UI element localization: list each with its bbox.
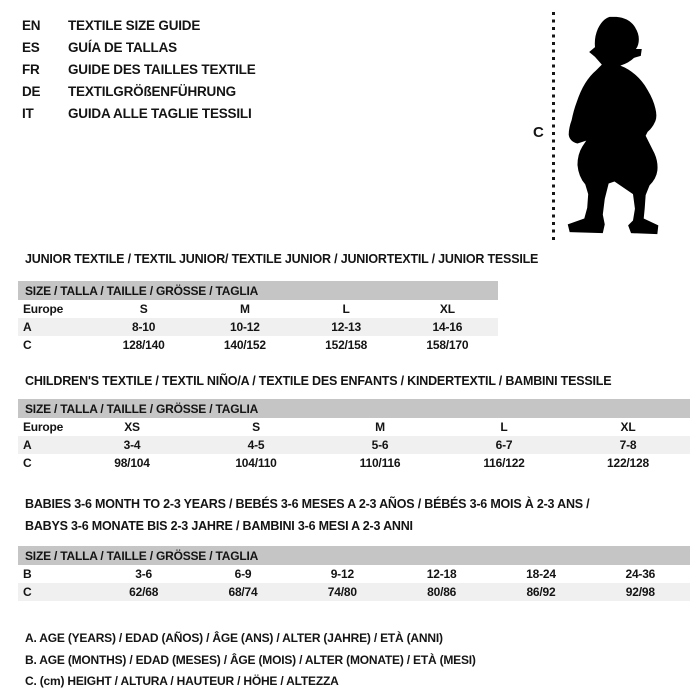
babies-title-line1: BABIES 3-6 MONTH TO 2-3 YEARS / BEBÉS 3-6 MESES A 2-3 AÑOS / BÉBÉS 3-6 MOIS À 2-3 ANS / xyxy=(25,497,590,511)
table-row xyxy=(18,565,690,583)
age-cell: 5-6 xyxy=(318,436,442,454)
size-cell: S xyxy=(139,302,148,316)
age-cell: 4-5 xyxy=(194,436,318,454)
age-cell: 6-7 xyxy=(442,436,566,454)
height-cell: 92/98 xyxy=(591,583,690,601)
height-cell: 122/128 xyxy=(607,456,649,470)
language-code: ES xyxy=(22,39,40,55)
row-label: Europe xyxy=(23,420,64,434)
row-label: B xyxy=(23,567,32,581)
age-cell: 7-8 xyxy=(566,436,690,454)
size-cell: XL xyxy=(439,302,455,316)
size-cell: M xyxy=(375,420,385,434)
height-cell: 86/92 xyxy=(491,583,590,601)
language-code: FR xyxy=(22,61,40,77)
height-cell: 128/140 xyxy=(122,338,165,352)
language-row-de xyxy=(22,80,256,102)
toddler-silhouette-icon xyxy=(558,6,670,246)
height-cell: 98/104 xyxy=(114,456,150,470)
table-row xyxy=(18,454,690,472)
age-cell: 3-6 xyxy=(135,567,153,581)
age-cell: 6-9 xyxy=(234,567,252,581)
table-row xyxy=(18,300,498,318)
age-cell: 9-12 xyxy=(330,567,354,581)
babies-section-title xyxy=(25,493,589,537)
height-cell: 158/170 xyxy=(426,338,469,352)
height-cell: 62/68 xyxy=(94,583,193,601)
age-cell: 24-36 xyxy=(625,567,656,581)
row-label: C xyxy=(18,583,94,601)
size-header-bar xyxy=(18,399,690,418)
footnote-b: B. AGE (MONTHS) / EDAD (MESES) / ÂGE (MOIS) / ALTER (MONATE) / ETÀ (MESI) xyxy=(25,652,476,667)
babies-title-line2: BABYS 3-6 MONATE BIS 2-3 JAHRE / BAMBINI 3-6 MESI A 2-3 ANNI xyxy=(25,519,413,533)
babies-size-table xyxy=(18,546,690,601)
size-header-bar xyxy=(18,546,690,565)
language-list xyxy=(22,14,256,124)
size-header-label: SIZE / TALLA / TAILLE / GRÖSSE / TAGLIA xyxy=(18,281,498,300)
size-cell: XL xyxy=(620,420,636,434)
row-label: A xyxy=(18,318,93,336)
age-cell: 10-12 xyxy=(194,318,295,336)
height-cell: 140/152 xyxy=(223,338,266,352)
footnote-a: A. AGE (YEARS) / EDAD (AÑOS) / ÂGE (ANS) / ALTER (JAHRE) / ETÀ (ANNI) xyxy=(25,631,443,645)
footnote-legend xyxy=(25,628,476,693)
language-title: TEXTILGRÖßENFÜHRUNG xyxy=(68,83,236,99)
children-size-table xyxy=(18,399,690,472)
table-row xyxy=(18,436,690,454)
footnote-c: C. (cm) HEIGHT / ALTURA / HAUTEUR / HÖHE / ALTEZZA xyxy=(25,674,339,688)
height-cell: 116/122 xyxy=(483,456,525,470)
height-cell: 152/158 xyxy=(325,338,368,352)
table-row xyxy=(18,583,690,601)
size-cell: L xyxy=(342,302,350,316)
size-cell: M xyxy=(239,302,250,316)
height-cell: 74/80 xyxy=(293,583,392,601)
size-header-label: SIZE / TALLA / TAILLE / GRÖSSE / TAGLIA xyxy=(18,399,690,418)
row-label: A xyxy=(18,436,70,454)
language-title: GUÍA DE TALLAS xyxy=(68,39,177,55)
height-measure-dashed-line xyxy=(552,12,555,243)
age-cell: 3-4 xyxy=(70,436,194,454)
age-cell: 12-18 xyxy=(426,567,457,581)
height-measure-label: C xyxy=(533,124,544,141)
size-header-label: SIZE / TALLA / TAILLE / GRÖSSE / TAGLIA xyxy=(18,546,690,565)
height-cell: 110/116 xyxy=(359,456,401,470)
language-title: TEXTILE SIZE GUIDE xyxy=(68,17,201,33)
language-row-it xyxy=(22,102,256,124)
height-cell: 80/86 xyxy=(392,583,491,601)
language-code: EN xyxy=(22,17,41,33)
language-title: GUIDE DES TAILLES TEXTILE xyxy=(68,61,256,77)
language-row-en xyxy=(22,14,256,36)
size-cell: S xyxy=(252,420,260,434)
language-code: IT xyxy=(22,105,34,121)
children-section-title: CHILDREN'S TEXTILE / TEXTIL NIÑO/A / TEXTILE DES ENFANTS / KINDERTEXTIL / BAMBINI TESSILE xyxy=(25,374,612,388)
age-cell: 18-24 xyxy=(526,567,556,581)
row-label: C xyxy=(23,338,32,352)
junior-section-title: JUNIOR TEXTILE / TEXTIL JUNIOR/ TEXTILE JUNIOR / JUNIORTEXTIL / JUNIOR TESSILE xyxy=(25,252,539,266)
language-row-es xyxy=(22,36,256,58)
age-cell: 14-16 xyxy=(397,318,498,336)
age-cell: 8-10 xyxy=(93,318,194,336)
size-cell: L xyxy=(500,420,508,434)
language-code: DE xyxy=(22,83,41,99)
table-row xyxy=(18,336,498,354)
age-cell: 12-13 xyxy=(296,318,397,336)
height-cell: 68/74 xyxy=(193,583,292,601)
table-row xyxy=(18,418,690,436)
language-row-fr xyxy=(22,58,256,80)
size-header-bar xyxy=(18,281,498,300)
row-label: Europe xyxy=(23,302,64,316)
junior-size-table xyxy=(18,281,498,354)
height-cell: 104/110 xyxy=(235,456,277,470)
size-cell: XS xyxy=(124,420,140,434)
language-title: GUIDA ALLE TAGLIE TESSILI xyxy=(68,105,252,121)
row-label: C xyxy=(23,456,32,470)
table-row xyxy=(18,318,498,336)
